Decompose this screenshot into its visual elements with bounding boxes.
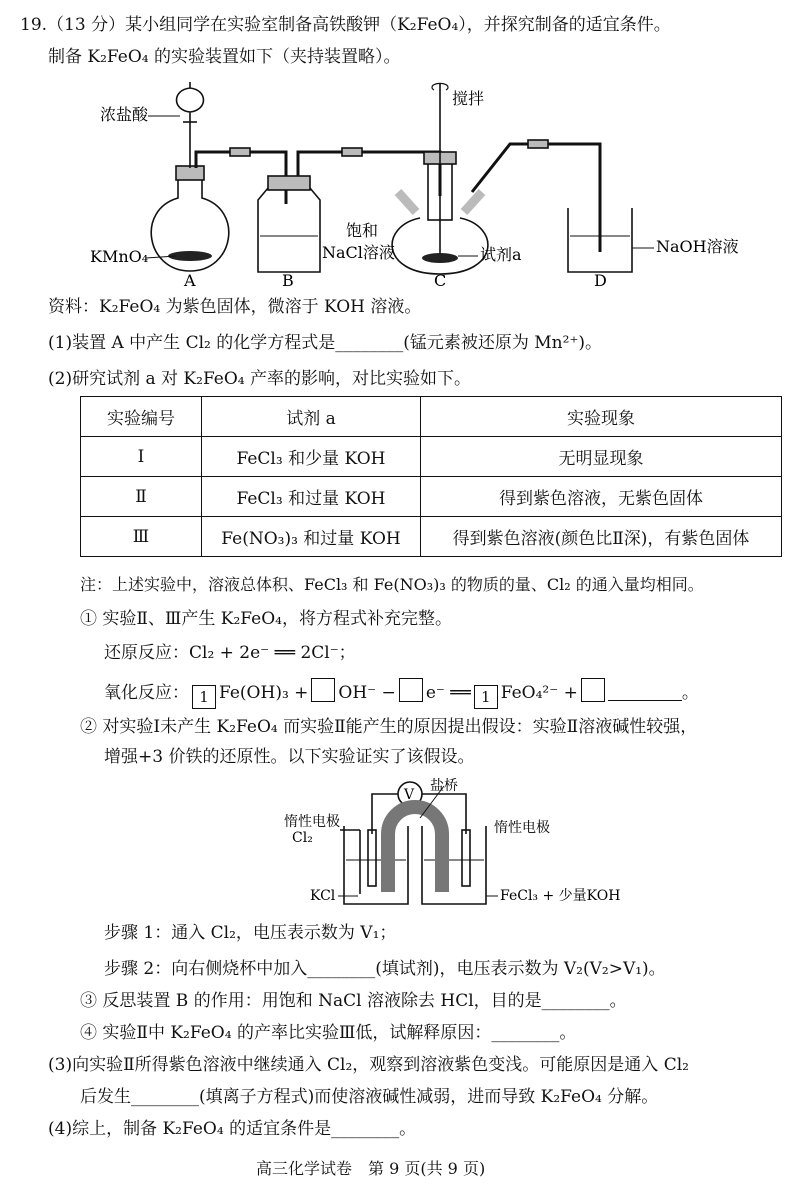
table-row xyxy=(81,437,782,477)
question-3-line-2: 后发生________(填离子方程式)而使溶液碱性减弱，进而导致 K₂FeO₄ 分解。 xyxy=(80,1087,659,1107)
oxidation-term: e⁻ ══ xyxy=(425,683,471,703)
table-cell: FeCl₃ 和过量 KOH xyxy=(202,477,421,517)
label-kcl: KCl xyxy=(310,888,336,904)
reduction-equation: 还原反应：Cl₂ + 2e⁻ ══ 2Cl⁻； xyxy=(104,643,356,663)
table-cell: 无明显现象 xyxy=(421,437,782,477)
page-footer: 高三化学试卷 第 9 页(共 9 页) xyxy=(256,1159,486,1178)
sub-question-1: ① 实验Ⅱ、Ⅲ产生 K₂FeO₄，将方程式补充完整。 xyxy=(80,609,452,629)
reagent-a xyxy=(422,253,458,263)
label-saturated: 饱和 xyxy=(346,221,379,240)
label-naoh-solution: NaOH溶液 xyxy=(656,237,739,256)
question-4: (4)综上，制备 K₂FeO₄ 的适宜条件是________。 xyxy=(48,1119,417,1139)
step-1: 步骤 1：通入 Cl₂，电压表示数为 V₁； xyxy=(104,923,397,943)
table-cell: FeCl₃ 和少量 KOH xyxy=(202,437,421,477)
label-cl2: Cl₂ xyxy=(292,830,313,846)
left-electrode xyxy=(368,830,376,886)
label-a: A xyxy=(184,271,196,290)
table-header: 实验现象 xyxy=(421,397,782,437)
bottle-b xyxy=(258,188,320,272)
question-1: (1)装置 A 中产生 Cl₂ 的化学方程式是________(锰元素被还原为 Mn²⁺)。 xyxy=(48,333,603,353)
question-2: (2)研究试剂 a 对 K₂FeO₄ 产率的影响，对比实验如下。 xyxy=(48,369,472,389)
info-note: 资料：K₂FeO₄ 为紫色固体，微溶于 KOH 溶液。 xyxy=(48,297,422,317)
stopper-b xyxy=(268,176,310,190)
table-cell: Ⅲ xyxy=(81,517,202,557)
oxidation-prefix: 氧化反应： xyxy=(104,683,189,703)
table-row xyxy=(81,477,782,517)
cell-diagram xyxy=(280,774,620,914)
label-nacl-solution: NaCl溶液 xyxy=(322,243,395,262)
sub-question-2-line-1: ② 对实验Ⅰ未产生 K₂FeO₄ 而实验Ⅱ能产生的原因提出假设：实验Ⅱ溶液碱性较强， xyxy=(80,717,698,737)
table-note: 注：上述实验中，溶液总体积、FeCl₃ 和 Fe(NO₃)₃ 的物质的量、Cl₂ 的通入量均相同。 xyxy=(80,575,704,594)
separatory-funnel xyxy=(177,82,204,168)
label-kmno4: KMnO₄ xyxy=(90,247,149,266)
coefficient-box: 1 xyxy=(474,685,498,709)
table-header-row xyxy=(81,397,782,437)
oxidation-term: FeO₄²⁻ + xyxy=(500,683,578,703)
label-stir: 搅拌 xyxy=(452,89,485,108)
label-reagent-a: 试剂a xyxy=(480,245,522,264)
label-b: B xyxy=(282,271,294,290)
sub-question-3: ③ 反思装置 B 的作用：用饱和 NaCl 溶液除去 HCl，目的是________。 xyxy=(80,991,627,1011)
oxidation-equation xyxy=(104,678,699,709)
coefficient-box: 1 xyxy=(192,685,216,709)
label-c: C xyxy=(434,271,447,290)
right-beaker xyxy=(422,826,486,904)
table-cell: 得到紫色溶液(颜色比Ⅱ深)，有紫色固体 xyxy=(421,517,782,557)
label-right-solution: FeCl₃ + 少量KOH xyxy=(500,888,620,904)
apparatus-diagram xyxy=(80,76,760,290)
table-row xyxy=(81,517,782,557)
table-cell: 得到紫色溶液，无紫色固体 xyxy=(421,477,782,517)
tube-b-c xyxy=(298,152,440,196)
label-salt-bridge: 盐桥 xyxy=(430,778,458,794)
answer-blank xyxy=(608,684,682,701)
experiment-table xyxy=(80,396,782,557)
table-header: 试剂 a xyxy=(202,397,421,437)
table-cell: Fe(NO₃)₃ 和过量 KOH xyxy=(202,517,421,557)
sub-question-2-line-2: 增强+3 价铁的还原性。以下实验证实了该假设。 xyxy=(104,747,475,767)
stopper-a xyxy=(176,166,204,180)
label-right-electrode: 惰性电极 xyxy=(494,820,550,836)
question-title: 19.（13 分）某小组同学在实验室制备高铁酸钾（K₂FeO₄），并探究制备的适宜条件。 xyxy=(20,15,671,35)
apparatus-intro: 制备 K₂FeO₄ 的实验装置如下（夹持装置略）。 xyxy=(48,47,401,67)
coefficient-box-blank xyxy=(399,678,423,702)
table-cell: Ⅱ xyxy=(81,477,202,517)
label-conc-hcl: 浓盐酸 xyxy=(100,105,149,124)
table-header: 实验编号 xyxy=(81,397,202,437)
right-electrode xyxy=(462,830,470,886)
question-3-line-1: (3)向实验Ⅱ所得紫色溶液中继续通入 Cl₂，观察到溶液紫色变浅。可能原因是通入 Cl₂ xyxy=(48,1055,689,1075)
sub-question-4: ④ 实验Ⅱ中 K₂FeO₄ 的产率比实验Ⅲ低，试解释原因：________。 xyxy=(80,1023,577,1043)
table-cell: Ⅰ xyxy=(81,437,202,477)
oxidation-term: Fe(OH)₃ + xyxy=(219,683,309,703)
label-left-electrode: 惰性电极 xyxy=(284,814,340,830)
label-d: D xyxy=(594,271,607,290)
oxidation-end: 。 xyxy=(681,683,699,703)
coefficient-box-blank xyxy=(581,678,605,702)
step-2: 步骤 2：向右侧烧杯中加入________(填试剂)，电压表示数为 V₂(V₂>V₁)。 xyxy=(104,959,666,979)
salt-bridge xyxy=(388,807,442,892)
voltmeter-label: V xyxy=(404,787,415,803)
oxidation-term: OH⁻ − xyxy=(338,683,396,703)
coefficient-box-blank xyxy=(311,678,335,702)
